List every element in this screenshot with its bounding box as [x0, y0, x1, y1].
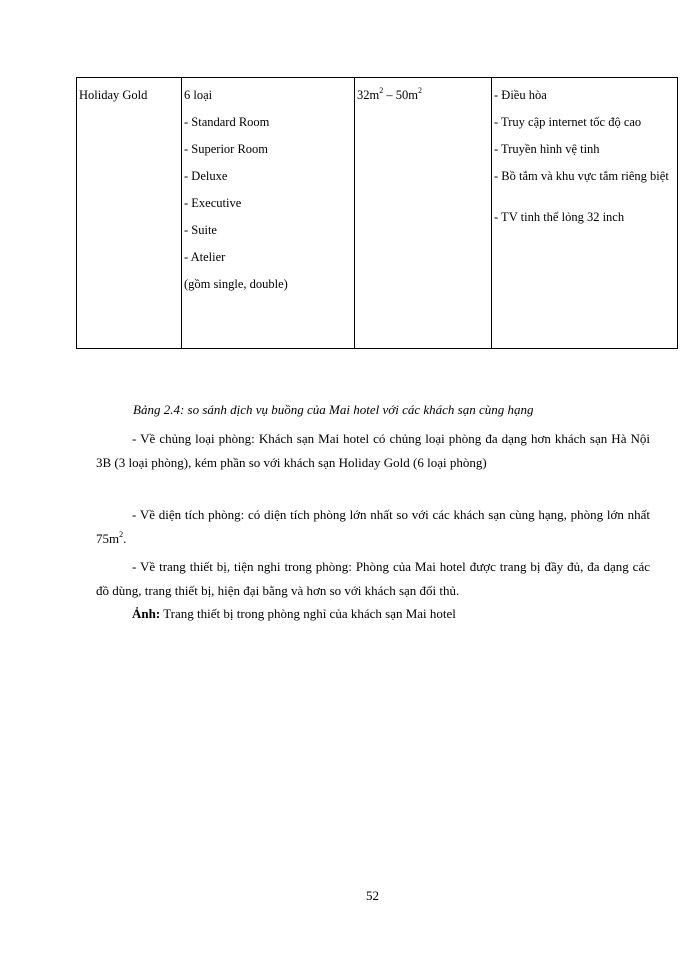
room-count: 6 loại [184, 88, 213, 102]
room-note: (gồm single, double) [184, 277, 288, 291]
hotel-cell [77, 78, 182, 349]
table-row [77, 78, 678, 349]
amenity: - Truyền hình vệ tinh [494, 142, 600, 156]
room-type: - Atelier [184, 250, 226, 264]
amenity: - TV tinh thể lỏng 32 inch [494, 210, 625, 224]
room-type: - Standard Room [184, 115, 270, 129]
paragraph-room-types: - Về chủng loại phòng: Khách sạn Mai hotel có chủng loại phòng đa dạng hơn khách sạn Hà Nội 3B (3 loại phòng), kém phần so với khách sạn Holiday Gold (6 loại phòng) [96, 431, 650, 470]
paragraph-equipment: - Về trang thiết bị, tiện nghi trong phòng: Phòng của Mai hotel được trang bị đầy đủ, đa dạng các đồ dùng, trang thiết bị, hiện đại bằng và hơn so với khách sạn đối thủ. [96, 559, 650, 598]
page-number: 52 [366, 888, 379, 903]
room-types-cell [182, 78, 355, 349]
photo-label: Ảnh: Trang thiết bị trong phòng nghỉ của khách sạn Mai hotel [132, 606, 456, 621]
area-cell [355, 78, 492, 349]
room-type: - Suite [184, 223, 217, 237]
paragraph-room-area: - Về diện tích phòng: có diện tích phòng lớn nhất so với các khách sạn cùng hạng, phòng lớn nhất $75m^2$. [96, 507, 650, 546]
amenity: - Truy cập internet tốc độ cao [494, 115, 642, 129]
room-type: - Superior Room [184, 142, 269, 156]
amenity: - Bồ tắm và khu vực tắm riêng biệt [494, 169, 669, 183]
room-type: - Deluxe [184, 169, 228, 183]
room-area: $32m^2 - 50m^2$ [357, 85, 422, 102]
amenity: - Điều hòa [494, 88, 547, 102]
room-type: - Executive [184, 196, 242, 210]
hotel-name: Holiday Gold [79, 88, 148, 102]
comparison-table [76, 77, 678, 349]
amenities-cell [492, 78, 678, 349]
table-caption: Bảng 2.4: so sánh dịch vụ buồng của Mai hotel với các khách sạn cùng hạng [133, 402, 534, 417]
